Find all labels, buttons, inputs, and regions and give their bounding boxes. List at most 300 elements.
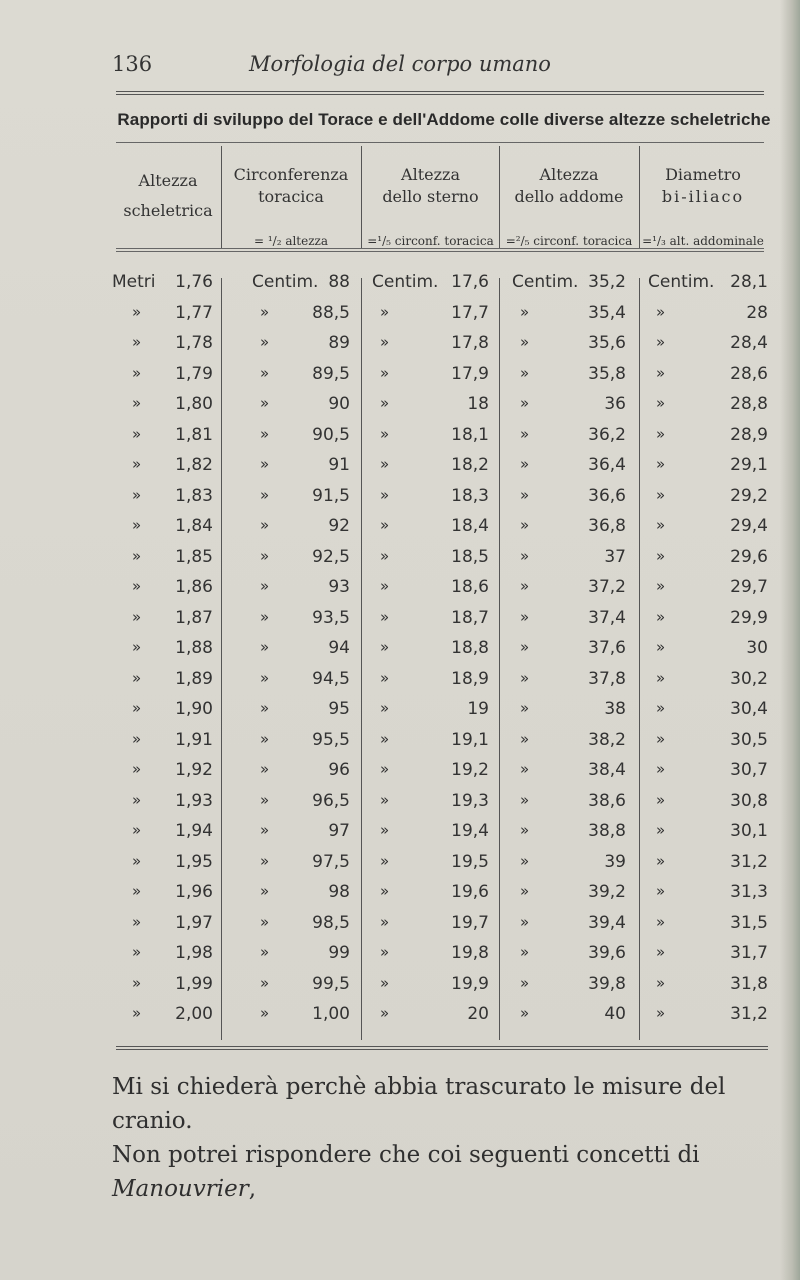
table-cell: 1,85: [175, 546, 213, 567]
table-cell: 92,5: [312, 546, 350, 567]
table-cell: 96: [328, 760, 350, 780]
table-cell: 95,5: [312, 729, 350, 750]
ditto-mark: »: [520, 363, 530, 382]
ditto-mark: »: [656, 943, 666, 961]
table-row: [0, 913, 800, 943]
table-cell: 30,5: [730, 729, 768, 750]
table-cell: 39,4: [588, 912, 626, 933]
table-row: [0, 394, 800, 424]
table-cell: 37,4: [588, 607, 626, 628]
table-cell: 29,6: [730, 546, 768, 567]
header-formula-addome: =²/₅ circonf. toracica: [505, 234, 633, 248]
ditto-mark: »: [132, 577, 142, 595]
table-cell: 1,94: [175, 821, 213, 841]
ditto-mark: »: [132, 851, 142, 870]
ditto-mark: »: [260, 851, 270, 870]
header-line: Altezza: [401, 165, 460, 184]
header-line: scheletrica: [123, 201, 213, 220]
table-cell: 91: [328, 455, 350, 475]
ditto-mark: »: [656, 424, 666, 443]
ditto-mark: »: [132, 546, 142, 565]
table-cell: 96,5: [312, 790, 350, 811]
ditto-mark: »: [132, 485, 142, 504]
ditto-mark: »: [132, 943, 142, 961]
table-cell: 36,4: [588, 455, 626, 475]
table-cell: 97: [328, 821, 350, 841]
table-cell: 28,4: [730, 333, 768, 353]
table-cell: 18,3: [451, 485, 489, 506]
header-formula-sterno: =¹/₅ circonf. toracica: [367, 234, 494, 248]
table-cell: 38,6: [588, 790, 626, 811]
ditto-mark: »: [520, 729, 530, 748]
table-cell: 28: [746, 302, 768, 323]
table-cell: 93: [328, 577, 350, 597]
table-row: [0, 760, 800, 790]
ditto-mark: »: [260, 546, 270, 565]
table-cell: 29,7: [730, 577, 768, 597]
unit-label: Metri: [112, 272, 156, 292]
table-row: [0, 425, 800, 455]
ditto-mark: »: [380, 302, 390, 321]
table-cell: 19,7: [451, 912, 489, 933]
ditto-mark: »: [260, 333, 270, 351]
table-cell: 29,2: [730, 485, 768, 506]
table-cell: 18,9: [451, 668, 489, 689]
table-row: [0, 1004, 800, 1034]
ditto-mark: »: [656, 790, 666, 809]
table-cell: 1,91: [175, 729, 213, 750]
table-cell: 30,1: [730, 821, 768, 841]
ditto-mark: »: [656, 821, 666, 839]
ditto-mark: »: [260, 455, 270, 473]
table-row: [0, 791, 800, 821]
table-cell: 1,79: [175, 363, 213, 384]
ditto-mark: »: [520, 516, 530, 534]
table-row: [0, 608, 800, 638]
table-cell: 1,99: [175, 973, 213, 994]
column-divider: [499, 146, 500, 248]
table-cell: 98,5: [312, 912, 350, 933]
ditto-mark: »: [656, 394, 666, 412]
ditto-mark: »: [520, 851, 530, 870]
table-cell: 1,84: [175, 516, 213, 536]
ditto-mark: »: [260, 424, 270, 443]
table-cell: 1,86: [175, 577, 213, 597]
header-line: dello sterno: [382, 187, 479, 206]
header-line: Diametro: [665, 165, 741, 184]
ditto-mark: »: [260, 699, 270, 717]
table-cell: 36,6: [588, 485, 626, 506]
table-cell: 19,8: [451, 943, 489, 963]
ditto-mark: »: [132, 394, 142, 412]
table-row: [0, 943, 800, 973]
table-cell: 30: [746, 638, 768, 658]
table-cell: 1,76: [175, 272, 213, 292]
ditto-mark: »: [132, 455, 142, 473]
ditto-mark: »: [656, 455, 666, 473]
ditto-mark: »: [260, 912, 270, 931]
ditto-mark: »: [380, 821, 390, 839]
table-cell: 28,8: [730, 394, 768, 414]
table-cell: 1,00: [312, 1004, 350, 1024]
table-cell: 18,7: [451, 607, 489, 628]
ditto-mark: »: [380, 363, 390, 382]
table-cell: 38,4: [588, 760, 626, 780]
table-cell: 90,5: [312, 424, 350, 445]
header-col-circonferenza: [222, 164, 360, 208]
table-cell: 1,81: [175, 424, 213, 445]
table-cell: 36: [604, 394, 626, 414]
table-cell: 18,5: [451, 546, 489, 567]
ditto-mark: »: [656, 668, 666, 687]
ditto-mark: »: [260, 638, 270, 656]
table-cell: 90: [328, 394, 350, 414]
ditto-mark: »: [380, 516, 390, 534]
table-cell: 28,6: [730, 363, 768, 384]
ditto-mark: »: [520, 638, 530, 656]
ditto-mark: »: [260, 394, 270, 412]
table-row: [0, 577, 800, 607]
ditto-mark: »: [380, 424, 390, 443]
table-cell: 37,2: [588, 577, 626, 597]
table-cell: 1,87: [175, 607, 213, 628]
table-row: [0, 669, 800, 699]
ditto-mark: »: [260, 363, 270, 382]
table-row: [0, 730, 800, 760]
table-cell: 89: [328, 333, 350, 353]
table-cell: 1,82: [175, 455, 213, 475]
ditto-mark: »: [260, 485, 270, 504]
ditto-mark: »: [520, 485, 530, 504]
ditto-mark: »: [132, 333, 142, 351]
ditto-mark: »: [380, 699, 390, 717]
ditto-mark: »: [520, 882, 530, 900]
table-cell: 39,6: [588, 943, 626, 963]
table-cell: 19,4: [451, 821, 489, 841]
header-line: Altezza: [539, 165, 599, 184]
table-row: [0, 547, 800, 577]
table-cell: 98: [328, 882, 350, 902]
ditto-mark: »: [260, 302, 270, 321]
ditto-mark: »: [132, 302, 142, 321]
ditto-mark: »: [520, 668, 530, 687]
table-cell: 99,5: [312, 973, 350, 994]
ditto-mark: »: [132, 638, 142, 656]
ditto-mark: »: [380, 882, 390, 900]
author-name: Manouvrier: [112, 1176, 249, 1202]
ditto-mark: »: [260, 760, 270, 778]
table-row: [0, 882, 800, 912]
table-cell: 35,4: [588, 302, 626, 323]
table-cell: 39,2: [588, 882, 626, 902]
ditto-mark: »: [520, 790, 530, 809]
table-cell: 19,6: [451, 882, 489, 902]
table-cell: 1,77: [175, 302, 213, 323]
ditto-mark: »: [132, 760, 142, 778]
table-cell: 18,8: [451, 638, 489, 658]
table-cell: 1,93: [175, 790, 213, 811]
ditto-mark: »: [380, 607, 390, 626]
header-line: Altezza: [138, 171, 198, 190]
header-bottom-rule: [116, 248, 764, 252]
table-cell: 29,9: [730, 607, 768, 628]
table-cell: 30,8: [730, 790, 768, 811]
ditto-mark: »: [520, 455, 530, 473]
ditto-mark: »: [132, 668, 142, 687]
ditto-mark: »: [380, 333, 390, 351]
ditto-mark: »: [132, 790, 142, 809]
ditto-mark: »: [380, 394, 390, 412]
title-rule: [116, 142, 764, 143]
table-row: [0, 303, 800, 333]
table-cell: 31,2: [730, 851, 768, 872]
table-cell: 19,1: [451, 729, 489, 750]
table-row: [0, 455, 800, 485]
table-cell: 28,1: [730, 272, 768, 292]
ditto-mark: »: [132, 1004, 142, 1022]
ditto-mark: »: [132, 821, 142, 839]
column-divider: [361, 146, 362, 248]
table-cell: 17,8: [451, 333, 489, 353]
table-cell: 97,5: [312, 851, 350, 872]
table-cell: 31,5: [730, 912, 768, 933]
ditto-mark: »: [520, 821, 530, 839]
ditto-mark: »: [380, 790, 390, 809]
header-line: dello addome: [514, 187, 624, 206]
ditto-mark: »: [260, 973, 270, 992]
unit-label: Centim.: [648, 272, 715, 292]
ditto-mark: »: [656, 851, 666, 870]
ditto-mark: »: [656, 607, 666, 626]
table-row: [0, 486, 800, 516]
table-cell: 30,7: [730, 760, 768, 780]
unit-label: Centim.: [372, 272, 439, 292]
ditto-mark: »: [656, 699, 666, 717]
ditto-mark: »: [520, 333, 530, 351]
ditto-mark: »: [132, 973, 142, 992]
ditto-mark: »: [656, 485, 666, 504]
ditto-mark: »: [520, 607, 530, 626]
table-cell: 95: [328, 699, 350, 719]
column-divider: [639, 146, 640, 248]
table-row: [0, 364, 800, 394]
ditto-mark: »: [520, 1004, 530, 1022]
ditto-mark: »: [380, 973, 390, 992]
header-col-altezza-addome: [500, 164, 638, 208]
table-row: [0, 974, 800, 1004]
header-col-diametro-biiliaco: [640, 164, 766, 208]
table-cell: 31,8: [730, 973, 768, 994]
table-cell: 1,89: [175, 668, 213, 689]
ditto-mark: »: [260, 943, 270, 961]
table-title: Rapporti di sviluppo del Torace e dell'Addome colle diverse altezze scheletriche: [117, 110, 771, 129]
table-cell: 19,5: [451, 851, 489, 872]
ditto-mark: »: [380, 668, 390, 687]
unit-label: Centim.: [512, 272, 579, 292]
ditto-mark: »: [260, 729, 270, 748]
ditto-mark: »: [132, 516, 142, 534]
header-line: toracica: [258, 187, 324, 206]
ditto-mark: »: [656, 638, 666, 656]
table-cell: 19,3: [451, 790, 489, 811]
ditto-mark: »: [656, 973, 666, 992]
body-paragraph: [112, 1070, 792, 1206]
table-cell: 28,9: [730, 424, 768, 445]
table-cell: 93,5: [312, 607, 350, 628]
table-cell: 17,7: [451, 302, 489, 323]
unit-label: Centim.: [252, 272, 319, 292]
table-row: [0, 852, 800, 882]
ditto-mark: »: [656, 546, 666, 565]
body-line-2: [112, 1138, 792, 1206]
table-cell: 29,4: [730, 516, 768, 536]
table-cell: 89,5: [312, 363, 350, 384]
page-number: 136: [112, 52, 153, 76]
ditto-mark: »: [656, 577, 666, 595]
table-cell: 94: [328, 638, 350, 658]
ditto-mark: »: [520, 760, 530, 778]
ditto-mark: »: [260, 607, 270, 626]
ditto-mark: »: [520, 394, 530, 412]
body-line-2-prefix: Non potrei rispondere che coi seguenti concetti di: [112, 1142, 700, 1168]
table-cell: 19: [467, 699, 489, 719]
ditto-mark: »: [132, 607, 142, 626]
ditto-mark: »: [520, 699, 530, 717]
ditto-mark: »: [656, 363, 666, 382]
ditto-mark: »: [520, 912, 530, 931]
ditto-mark: »: [380, 577, 390, 595]
table-cell: 18,4: [451, 516, 489, 536]
table-cell: 38: [604, 699, 626, 719]
table-cell: 1,88: [175, 638, 213, 658]
column-divider: [221, 146, 222, 248]
table-row: [0, 638, 800, 668]
header-line: Circonferenza: [233, 165, 349, 184]
header-rule: [116, 91, 764, 95]
ditto-mark: »: [656, 729, 666, 748]
table-row: [0, 333, 800, 363]
ditto-mark: »: [380, 546, 390, 565]
ditto-mark: »: [132, 912, 142, 931]
table-cell: 36,2: [588, 424, 626, 445]
table-cell: 35,8: [588, 363, 626, 384]
table-cell: 88,5: [312, 302, 350, 323]
ditto-mark: »: [520, 577, 530, 595]
table-cell: 35,2: [588, 272, 626, 292]
table-cell: 18,6: [451, 577, 489, 597]
ditto-mark: »: [380, 760, 390, 778]
ditto-mark: »: [656, 333, 666, 351]
ditto-mark: »: [380, 729, 390, 748]
ditto-mark: »: [656, 882, 666, 900]
table-cell: 20: [467, 1004, 489, 1024]
table-cell: 1,95: [175, 851, 213, 872]
ditto-mark: »: [260, 882, 270, 900]
table-cell: 2,00: [175, 1004, 213, 1024]
table-cell: 30,2: [730, 668, 768, 689]
table-cell: 18: [467, 394, 489, 414]
table-cell: 1,96: [175, 882, 213, 902]
ditto-mark: »: [380, 912, 390, 931]
ditto-mark: »: [520, 302, 530, 321]
ditto-mark: »: [520, 546, 530, 565]
table-cell: 18,1: [451, 424, 489, 445]
table-cell: 99: [328, 943, 350, 963]
table-cell: 92: [328, 516, 350, 536]
table-cell: 1,97: [175, 912, 213, 933]
header-line: bi-iliaco: [661, 187, 745, 206]
ditto-mark: »: [380, 455, 390, 473]
ditto-mark: »: [260, 1004, 270, 1022]
ditto-mark: »: [260, 790, 270, 809]
table-cell: 17,6: [451, 272, 489, 292]
ditto-mark: »: [260, 821, 270, 839]
table-row: [0, 516, 800, 546]
table-cell: 18,2: [451, 455, 489, 475]
table-cell: 31,7: [730, 943, 768, 963]
table-cell: 1,78: [175, 333, 213, 353]
table-cell: 1,83: [175, 485, 213, 506]
table-cell: 37,6: [588, 638, 626, 658]
ditto-mark: »: [380, 485, 390, 504]
table-cell: 1,98: [175, 943, 213, 963]
ditto-mark: »: [656, 516, 666, 534]
table-cell: 39: [604, 851, 626, 872]
ditto-mark: »: [260, 516, 270, 534]
ditto-mark: »: [520, 973, 530, 992]
header-col-altezza-scheletrica: [116, 170, 220, 222]
ditto-mark: »: [132, 363, 142, 382]
ditto-mark: »: [656, 760, 666, 778]
table-cell: 19,2: [451, 760, 489, 780]
ditto-mark: »: [132, 699, 142, 717]
body-line-1: Mi si chiederà perchè abbia trascurato le misure del cranio.: [112, 1074, 726, 1134]
table-cell: 31,2: [730, 1004, 768, 1024]
ditto-mark: »: [520, 424, 530, 443]
table-cell: 38,8: [588, 821, 626, 841]
header-formula-biiliaco: =¹/₃ alt. addominale: [642, 234, 764, 248]
ditto-mark: »: [380, 851, 390, 870]
table-cell: 29,1: [730, 455, 768, 475]
ditto-mark: »: [132, 882, 142, 900]
table-row: [0, 699, 800, 729]
table-cell: 37,8: [588, 668, 626, 689]
table-bottom-rule: [116, 1046, 768, 1050]
table-cell: 37: [604, 546, 626, 567]
ditto-mark: »: [260, 577, 270, 595]
ditto-mark: »: [132, 424, 142, 443]
table-row: [0, 821, 800, 851]
ditto-mark: »: [132, 729, 142, 748]
ditto-mark: »: [520, 943, 530, 961]
table-cell: 39,8: [588, 973, 626, 994]
ditto-mark: »: [656, 1004, 666, 1022]
table-cell: 38,2: [588, 729, 626, 750]
body-line-2-suffix: ,: [248, 1176, 256, 1202]
ditto-mark: »: [656, 912, 666, 931]
header-formula-circonferenza: = ¹/₂ altezza: [253, 234, 329, 248]
table-cell: 88: [328, 272, 350, 292]
table-cell: 91,5: [312, 485, 350, 506]
running-title: Morfologia del corpo umano: [249, 52, 551, 76]
ditto-mark: »: [380, 943, 390, 961]
ditto-mark: »: [380, 1004, 390, 1022]
ditto-mark: »: [380, 638, 390, 656]
table-cell: 1,92: [175, 760, 213, 780]
table-row: [0, 272, 800, 302]
table-cell: 1,80: [175, 394, 213, 414]
table-cell: 94,5: [312, 668, 350, 689]
